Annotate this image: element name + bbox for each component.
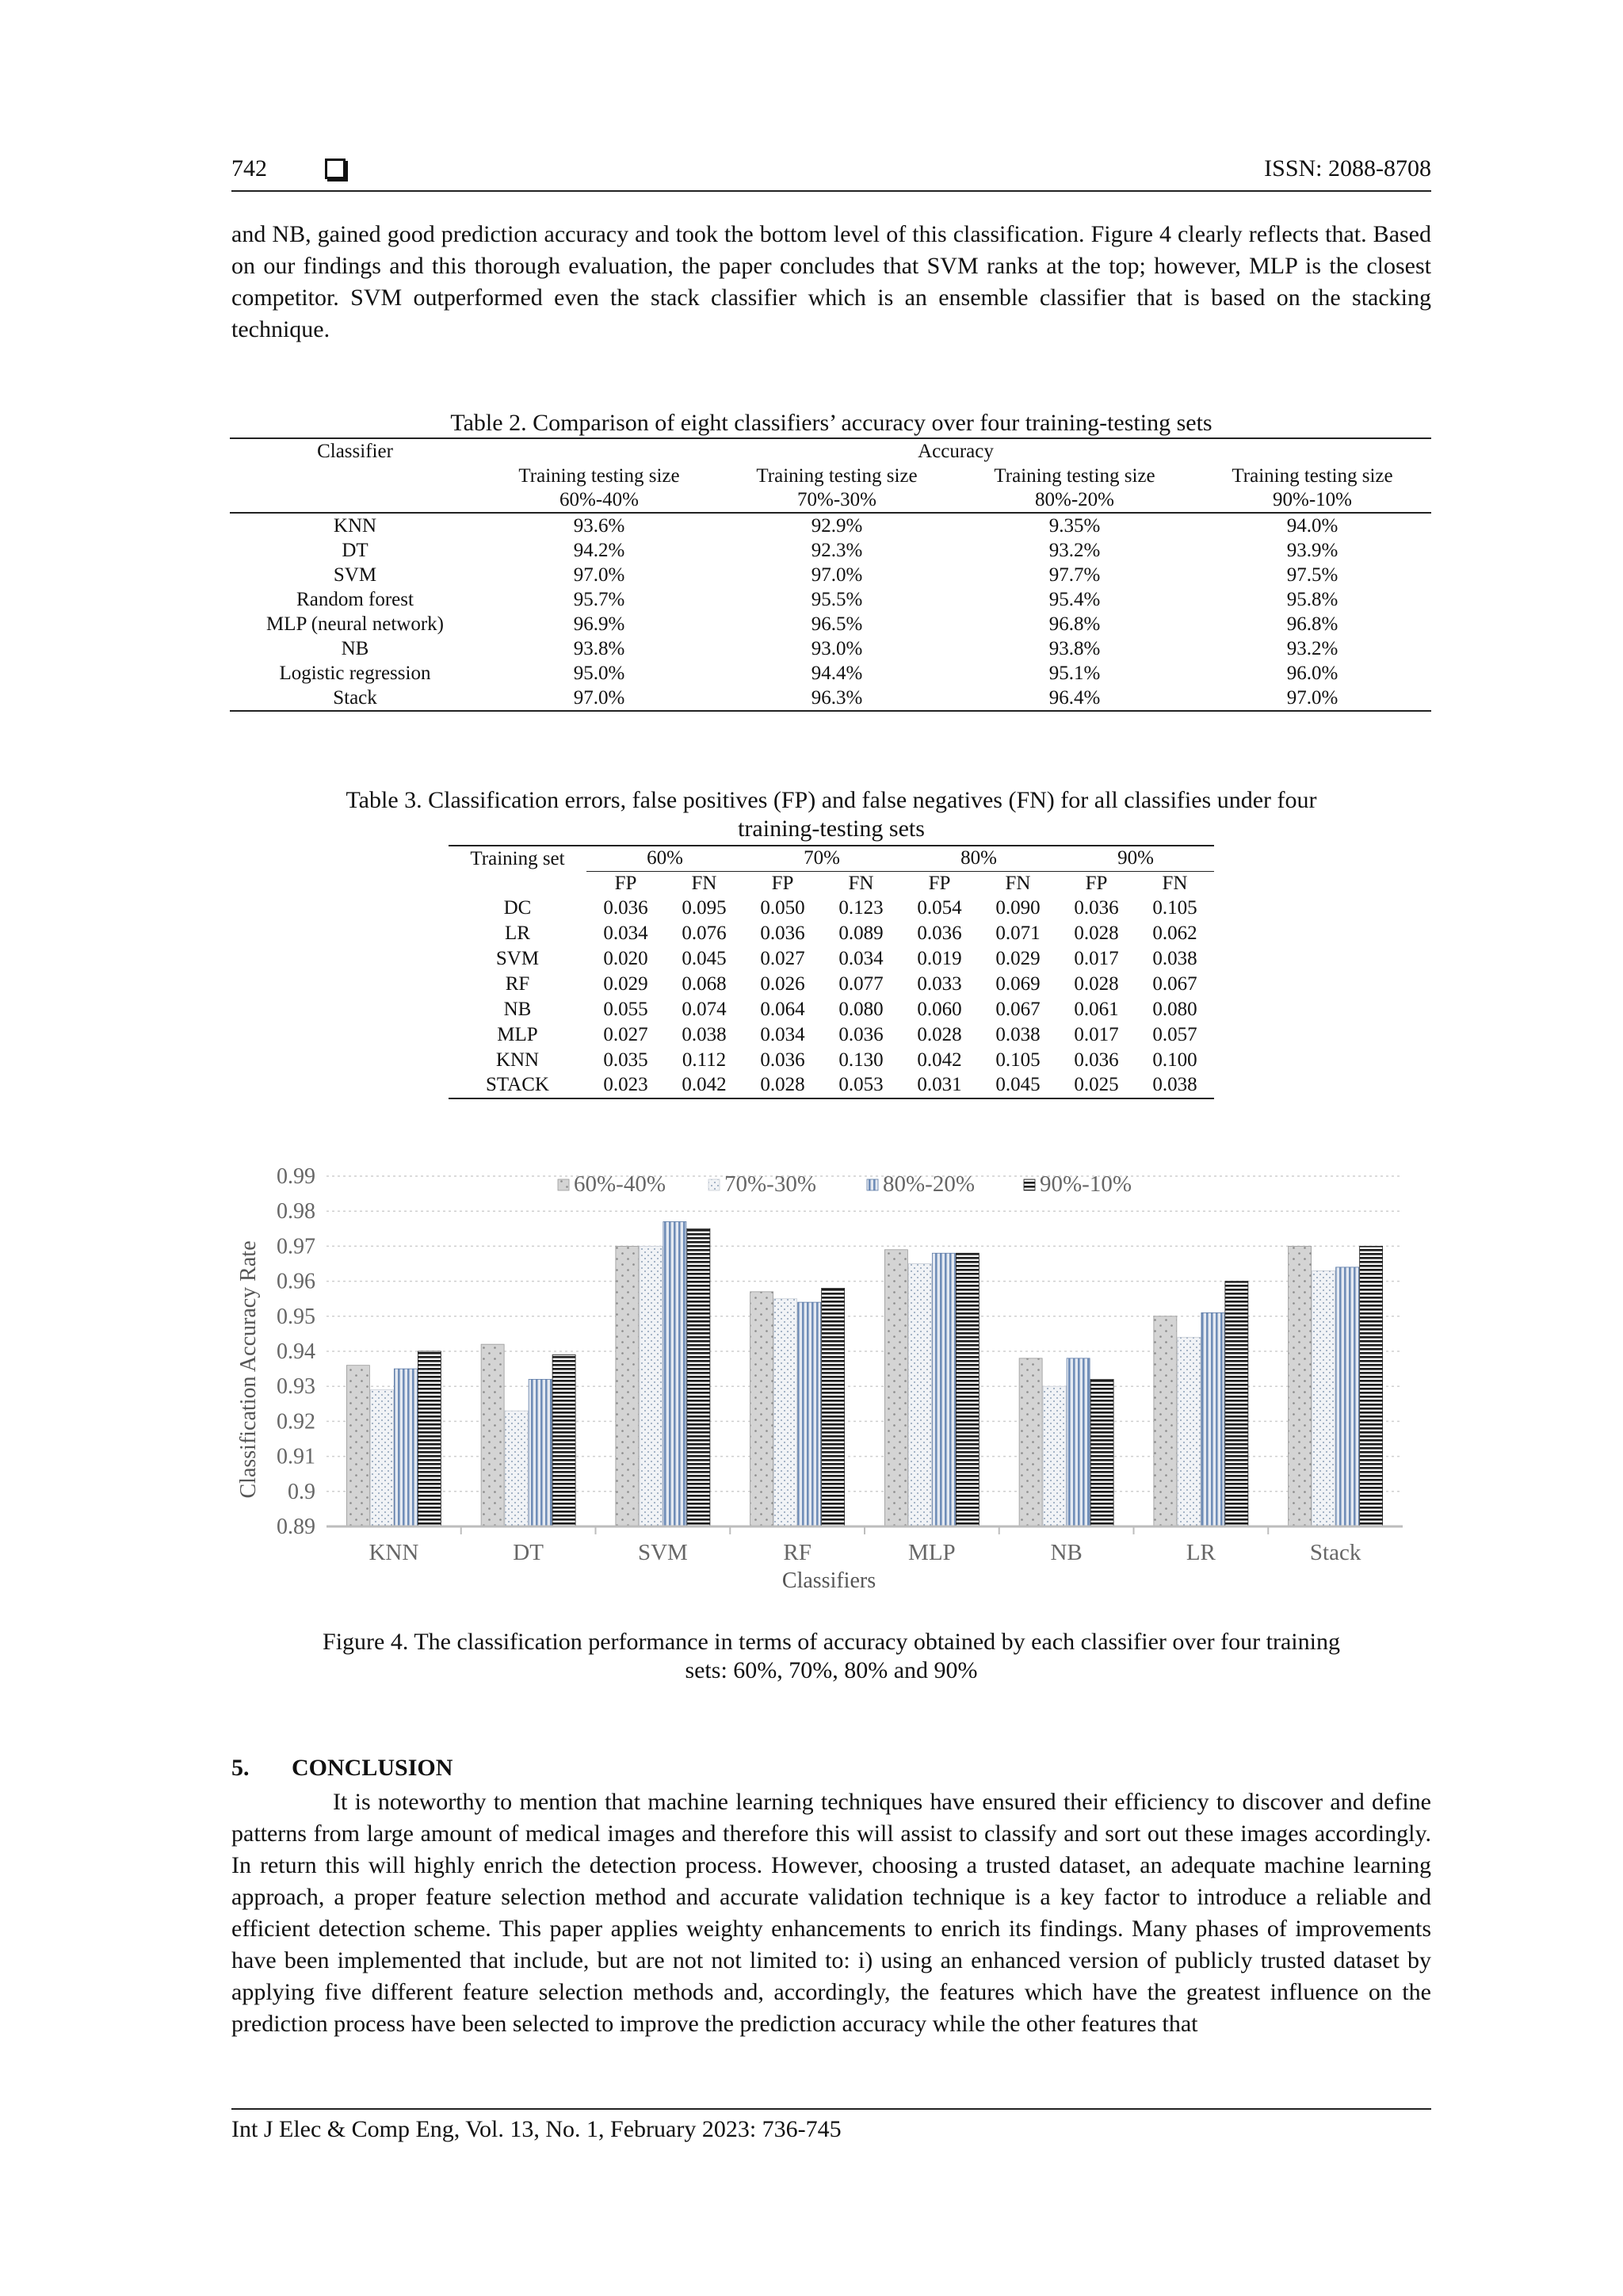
table3-error-cell: 0.036	[838, 1023, 884, 1045]
chart-y-tick-label: 0.97	[277, 1234, 315, 1259]
table3-error-cell: 0.029	[603, 972, 648, 995]
table2-accuracy-cell: 96.5%	[811, 613, 863, 635]
table2-header-classifier: Classifier	[317, 441, 393, 462]
chart-x-tick-label: KNN	[369, 1540, 419, 1565]
table3-classifier-cell: KNN	[495, 1049, 540, 1071]
chart-bar	[1201, 1312, 1224, 1526]
chart-bar	[1154, 1316, 1177, 1526]
table2-split: 70%-30%	[718, 488, 956, 513]
table3-error-cell: 0.036	[1074, 896, 1119, 919]
table2-accuracy-cell: 93.9%	[1286, 540, 1338, 561]
table3-error-cell: 0.068	[682, 972, 727, 995]
table3-classifier-cell: SVM	[495, 947, 540, 969]
table3-row	[449, 972, 1214, 997]
table3-error-cell: 0.029	[995, 947, 1041, 969]
table3-error-cell: 0.042	[917, 1049, 962, 1071]
table2-row	[230, 661, 1431, 686]
chart-ylabel: Classification Accuracy Rate	[236, 1240, 261, 1499]
chart-legend-label: 90%-10%	[1040, 1171, 1132, 1197]
chart-bar	[956, 1253, 979, 1526]
chart-bar	[529, 1379, 552, 1526]
table3-error-cell: 0.028	[1074, 922, 1119, 944]
table3-error-cell: 0.090	[995, 896, 1041, 919]
table3-error-cell: 0.069	[995, 972, 1041, 995]
table3-row	[449, 1022, 1214, 1048]
table3-set-label: 60%	[586, 846, 743, 871]
table3-error-cell: 0.062	[1152, 922, 1197, 944]
table3-error-cell: 0.028	[917, 1023, 962, 1045]
table3-error-cell: 0.076	[682, 922, 727, 944]
chart-y-tick-label: 0.92	[277, 1409, 315, 1435]
table3-set-label: 80%	[900, 846, 1057, 871]
chart-bar	[418, 1351, 441, 1526]
chart-x-tick-label: NB	[1050, 1540, 1083, 1565]
table2-accuracy-cell: 96.3%	[718, 686, 956, 711]
table3-error-cell: 0.123	[838, 896, 884, 919]
table2-accuracy-cell: 93.8%	[1048, 638, 1101, 659]
table3-fn-header: FN	[1162, 872, 1188, 894]
table2-accuracy-cell: 95.8%	[1286, 589, 1338, 610]
table3-error-cell: 0.053	[822, 1073, 900, 1098]
table3-error-cell: 0.130	[838, 1049, 884, 1071]
table2-split: 80%-20%	[956, 488, 1193, 513]
table2-accuracy-cell: 93.0%	[811, 638, 863, 659]
table3-error-cell: 0.067	[1152, 972, 1197, 995]
square-bullet-icon	[325, 159, 346, 179]
table3-row	[449, 896, 1214, 921]
table2-row	[230, 686, 1431, 711]
table3-error-cell: 0.036	[760, 922, 805, 944]
page-footer	[231, 2108, 1431, 2143]
table3-caption-line1: Table 3. Classification errors, false positives (FP) and false negatives (FN) for all classifies under four	[346, 787, 1317, 813]
chart-bar	[505, 1411, 528, 1526]
table3-row	[449, 1073, 1214, 1098]
chart-xlabel: Classifiers	[781, 1568, 876, 1593]
chart-x-tick-label: SVM	[637, 1540, 688, 1565]
table3-fp-header: FP	[771, 872, 794, 894]
table2-accuracy-cell: 97.0%	[573, 564, 625, 586]
table2-classifier-cell: SVM	[333, 564, 377, 586]
table2-split: 60%-40%	[480, 488, 718, 513]
chart-bar	[1043, 1386, 1066, 1526]
table3-classifier-cell: DC	[503, 896, 532, 919]
table3-row	[449, 946, 1214, 972]
table2-classifier-cell: Stack	[230, 686, 480, 711]
chart-bar	[822, 1288, 845, 1526]
table2-accuracy-cell: 93.2%	[1286, 638, 1338, 659]
chart-y-tick-label: 0.94	[277, 1339, 315, 1364]
conclusion-paragraph	[231, 1786, 1431, 2040]
table3-error-cell: 0.038	[682, 1023, 727, 1045]
table2-size-label: Training testing size	[518, 465, 680, 487]
table3-error-cell: 0.034	[760, 1023, 805, 1045]
chart-x-tick-label: Stack	[1309, 1540, 1361, 1565]
table3-error-cell: 0.036	[603, 896, 648, 919]
table3-error-cell: 0.074	[682, 998, 727, 1020]
chart-legend-swatch	[708, 1179, 720, 1190]
table3-error-cell: 0.057	[1152, 1023, 1197, 1045]
chart-x-tick-label: MLP	[908, 1540, 956, 1565]
chart-bar	[346, 1366, 369, 1526]
conclusion-text: It is noteworthy to mention that machine learning techniques have ensured their efficiency to discover and define patterns from large amount of medical images and therefore this will assist to classify and sort out these images accordingly. In return this will highly enrich the detection process. However, choosing a trusted dataset, an adequate machine learning approach, a proper feature selection method and accurate validation technique is a key factor to introduce a reliable and efficient detection scheme. This paper applies weighty enhancements to enrich its findings. Many phases of improvements have been implemented that include, but are not not limited to: i) using an enhanced version of publicly trusted dataset by applying five different feature selection methods and, accordingly, the features which have the greatest influence on the prediction process have been selected to improve the prediction accuracy while the other features that	[231, 1789, 1431, 2037]
table3-error-cell: 0.020	[603, 947, 648, 969]
chart-bar	[750, 1292, 773, 1526]
table3-error-cell: 0.067	[995, 998, 1041, 1020]
table3-error-cell: 0.042	[665, 1073, 743, 1098]
table3-fp-header: FP	[928, 872, 951, 894]
table2-accuracy-cell: 94.4%	[811, 663, 863, 684]
table3-error-cell: 0.034	[838, 947, 884, 969]
table3-classifier-cell: STACK	[449, 1073, 586, 1098]
table3-error-cell: 0.035	[603, 1049, 648, 1071]
figure4-caption-line1: Figure 4. The classification performance in terms of accuracy obtained by each classifier over four training	[323, 1629, 1340, 1655]
table3-error-cell: 0.038	[1152, 947, 1197, 969]
table3-error-cell: 0.036	[1074, 1049, 1119, 1071]
issn-label: ISSN: 2088-8708	[1264, 155, 1431, 181]
chart-bar	[640, 1246, 663, 1526]
table2-classifier-cell: Logistic regression	[279, 663, 431, 684]
chart-bar	[932, 1253, 955, 1526]
chart-bar	[1019, 1358, 1042, 1526]
table2-row	[230, 538, 1431, 563]
table3-error-cell: 0.100	[1152, 1049, 1197, 1071]
table3-error-cell: 0.112	[682, 1049, 727, 1071]
table2-row	[230, 563, 1431, 587]
table3-error-cell: 0.027	[603, 1023, 648, 1045]
chart-bar	[616, 1246, 639, 1526]
table3-error-cell: 0.105	[1152, 896, 1197, 919]
table2-accuracy-cell: 97.0%	[1193, 686, 1431, 711]
table3-set-label: 90%	[1057, 846, 1214, 871]
table3-error-cell: 0.017	[1074, 1023, 1119, 1045]
table2-accuracy-cell: 95.0%	[573, 663, 625, 684]
chart-bar	[552, 1354, 575, 1526]
table3-error-cell: 0.026	[760, 972, 805, 995]
table2-classifier-cell: DT	[342, 540, 369, 561]
table3-error-cell: 0.036	[760, 1049, 805, 1071]
table3-error-cell: 0.036	[917, 922, 962, 944]
chart-legend-label: 60%-40%	[574, 1171, 666, 1197]
table3-row	[449, 1048, 1214, 1073]
chart-legend-swatch	[867, 1179, 878, 1190]
table2-classifier-cell: Random forest	[296, 589, 414, 610]
chart-legend-label: 70%-30%	[724, 1171, 816, 1197]
table3-classifier-cell: MLP	[497, 1023, 538, 1045]
chart-bar	[1312, 1270, 1335, 1526]
intro-paragraph-text: and NB, gained good prediction accuracy and took the bottom level of this classification. Figure 4 clearly reflects that. Based on our findings and this thorough evaluation, the paper concludes that SVM ranks at the top; however, MLP is the closest competitor. SVM outperformed even the stack classifier which is an ensemble classifier that is based on the stacking technique.	[231, 221, 1431, 342]
page-header	[231, 155, 1431, 192]
table2-accuracy-cell: 95.1%	[1048, 663, 1101, 684]
table2-caption: Table 2. Comparison of eight classifiers’ accuracy over four training-testing sets	[450, 410, 1212, 436]
chart-y-tick-label: 0.96	[277, 1269, 315, 1294]
table3-error-cell: 0.038	[1136, 1073, 1214, 1098]
table2-accuracy-cell: 94.2%	[573, 540, 625, 561]
chart-bar	[394, 1369, 417, 1526]
table3-fp-header: FP	[614, 872, 637, 894]
table2-accuracy-cell: 96.0%	[1286, 663, 1338, 684]
table3-fp-header: FP	[1085, 872, 1108, 894]
table3-error-cell: 0.033	[917, 972, 962, 995]
table3-error-cell: 0.038	[995, 1023, 1041, 1045]
table3-caption	[231, 786, 1431, 843]
chart-y-tick-label: 0.98	[277, 1199, 315, 1224]
section-title: CONCLUSION	[292, 1755, 453, 1781]
chart-y-tick-label: 0.89	[277, 1515, 315, 1539]
table3-fn-header: FN	[848, 872, 874, 894]
table2-accuracy-cell: 94.0%	[1286, 515, 1338, 537]
table2-classifier-cell: NB	[341, 638, 369, 659]
table3-header-training-set: Training set	[470, 847, 565, 869]
section-number: 5.	[231, 1755, 250, 1781]
table3-row	[449, 997, 1214, 1022]
table3-error-cell: 0.045	[682, 947, 727, 969]
table2-row	[230, 513, 1431, 538]
chart-bar	[908, 1264, 931, 1527]
chart-bar	[1360, 1246, 1383, 1526]
table3	[449, 845, 1214, 1099]
table3-error-cell: 0.028	[743, 1073, 822, 1098]
table3-error-cell: 0.045	[979, 1073, 1057, 1098]
chart-y-tick-label: 0.95	[277, 1304, 315, 1329]
chart-bar	[1336, 1267, 1359, 1526]
table2-accuracy-cell: 93.2%	[1048, 540, 1101, 561]
table2-accuracy-cell: 97.0%	[480, 686, 718, 711]
journal-citation: Int J Elec & Comp Eng, Vol. 13, No. 1, February 2023: 736-745	[231, 2116, 842, 2142]
table3-error-cell: 0.034	[603, 922, 648, 944]
table3-error-cell: 0.019	[917, 947, 962, 969]
table2-accuracy-cell: 92.9%	[811, 515, 863, 537]
table2-accuracy-cell: 96.4%	[956, 686, 1193, 711]
table3-classifier-cell: RF	[505, 972, 530, 995]
section-heading	[231, 1755, 453, 1782]
table2-accuracy-cell: 97.7%	[1048, 564, 1101, 586]
table3-classifier-cell: NB	[503, 998, 532, 1020]
table3-error-cell: 0.060	[917, 998, 962, 1020]
table3-error-cell: 0.080	[838, 998, 884, 1020]
table3-error-cell: 0.061	[1074, 998, 1119, 1020]
table3-error-cell: 0.064	[760, 998, 805, 1020]
table3-error-cell: 0.077	[838, 972, 884, 995]
table3-error-cell: 0.050	[760, 896, 805, 919]
chart-x-tick-label: LR	[1186, 1540, 1216, 1565]
table3-caption-line2: training-testing sets	[738, 816, 925, 842]
intro-paragraph	[231, 219, 1431, 346]
table2-accuracy-cell: 95.5%	[811, 589, 863, 610]
chart-bar	[1289, 1246, 1312, 1526]
table2-classifier-cell: MLP (neural network)	[265, 613, 444, 635]
table2-accuracy-cell: 96.9%	[573, 613, 625, 635]
chart-bar	[687, 1228, 710, 1526]
table2-accuracy-cell: 96.8%	[1048, 613, 1101, 635]
table2-accuracy-cell: 93.8%	[573, 638, 625, 659]
table2-header-accuracy: Accuracy	[918, 441, 994, 462]
chart-bar	[663, 1221, 686, 1526]
table3-fn-header: FN	[691, 872, 717, 894]
table2-accuracy-cell: 9.35%	[1048, 515, 1101, 537]
table2-accuracy-cell: 95.4%	[1048, 589, 1101, 610]
table3-error-cell: 0.031	[900, 1073, 979, 1098]
table3-error-cell: 0.095	[682, 896, 727, 919]
table3-error-cell: 0.027	[760, 947, 805, 969]
page-number: 742	[231, 155, 267, 181]
chart-bar	[481, 1344, 504, 1526]
table3-error-cell: 0.023	[586, 1073, 665, 1098]
table2-size-label: Training testing size	[994, 465, 1155, 487]
chart-bar	[1178, 1337, 1201, 1526]
chart-legend-swatch	[558, 1179, 569, 1190]
chart-bar	[884, 1250, 907, 1526]
figure4-caption-line2: sets: 60%, 70%, 80% and 90%	[685, 1657, 978, 1683]
chart-y-tick-label: 0.93	[277, 1374, 315, 1400]
table3-error-cell: 0.105	[995, 1049, 1041, 1071]
table3-classifier-cell: LR	[505, 922, 530, 944]
chart-bar	[370, 1390, 393, 1526]
table2-row	[230, 612, 1431, 636]
table2-size-label: Training testing size	[1232, 465, 1393, 487]
table2-classifier-cell: KNN	[333, 515, 377, 537]
table3-error-cell: 0.089	[838, 922, 884, 944]
chart-bar	[774, 1299, 797, 1526]
chart-bar	[798, 1302, 821, 1526]
table3-set-label: 70%	[743, 846, 900, 871]
table3-error-cell: 0.028	[1074, 972, 1119, 995]
table2-row	[230, 587, 1431, 612]
table3-error-cell: 0.017	[1074, 947, 1119, 969]
table2-size-label: Training testing size	[756, 465, 918, 487]
table2-split: 90%-10%	[1193, 488, 1431, 513]
chart-bar	[1090, 1379, 1113, 1526]
chart-legend-swatch	[1024, 1179, 1035, 1190]
table2-accuracy-cell: 92.3%	[811, 540, 863, 561]
table2-accuracy-cell: 97.0%	[811, 564, 863, 586]
figure4-caption	[231, 1628, 1431, 1685]
table3-error-cell: 0.055	[603, 998, 648, 1020]
chart-x-tick-label: RF	[783, 1540, 812, 1565]
chart-y-tick-label: 0.9	[288, 1479, 315, 1504]
chart-bar	[1225, 1282, 1248, 1526]
table2	[230, 437, 1431, 712]
chart-legend-label: 80%-20%	[883, 1171, 975, 1197]
table3-error-cell: 0.080	[1152, 998, 1197, 1020]
table2-accuracy-cell: 97.5%	[1286, 564, 1338, 586]
chart-x-tick-label: DT	[513, 1540, 544, 1565]
chart-y-tick-label: 0.91	[277, 1444, 315, 1469]
chart-y-tick-label: 0.99	[277, 1164, 315, 1189]
table3-row	[449, 921, 1214, 946]
table3-error-cell: 0.054	[917, 896, 962, 919]
figure4-bar-chart	[231, 1162, 1436, 1614]
table3-error-cell: 0.025	[1057, 1073, 1136, 1098]
table2-accuracy-cell: 96.8%	[1286, 613, 1338, 635]
table2-accuracy-cell: 93.6%	[573, 515, 625, 537]
chart-bar	[1067, 1358, 1090, 1526]
table3-error-cell: 0.071	[995, 922, 1041, 944]
table2-accuracy-cell: 95.7%	[573, 589, 625, 610]
table2-row	[230, 636, 1431, 661]
table3-fn-header: FN	[1005, 872, 1031, 894]
